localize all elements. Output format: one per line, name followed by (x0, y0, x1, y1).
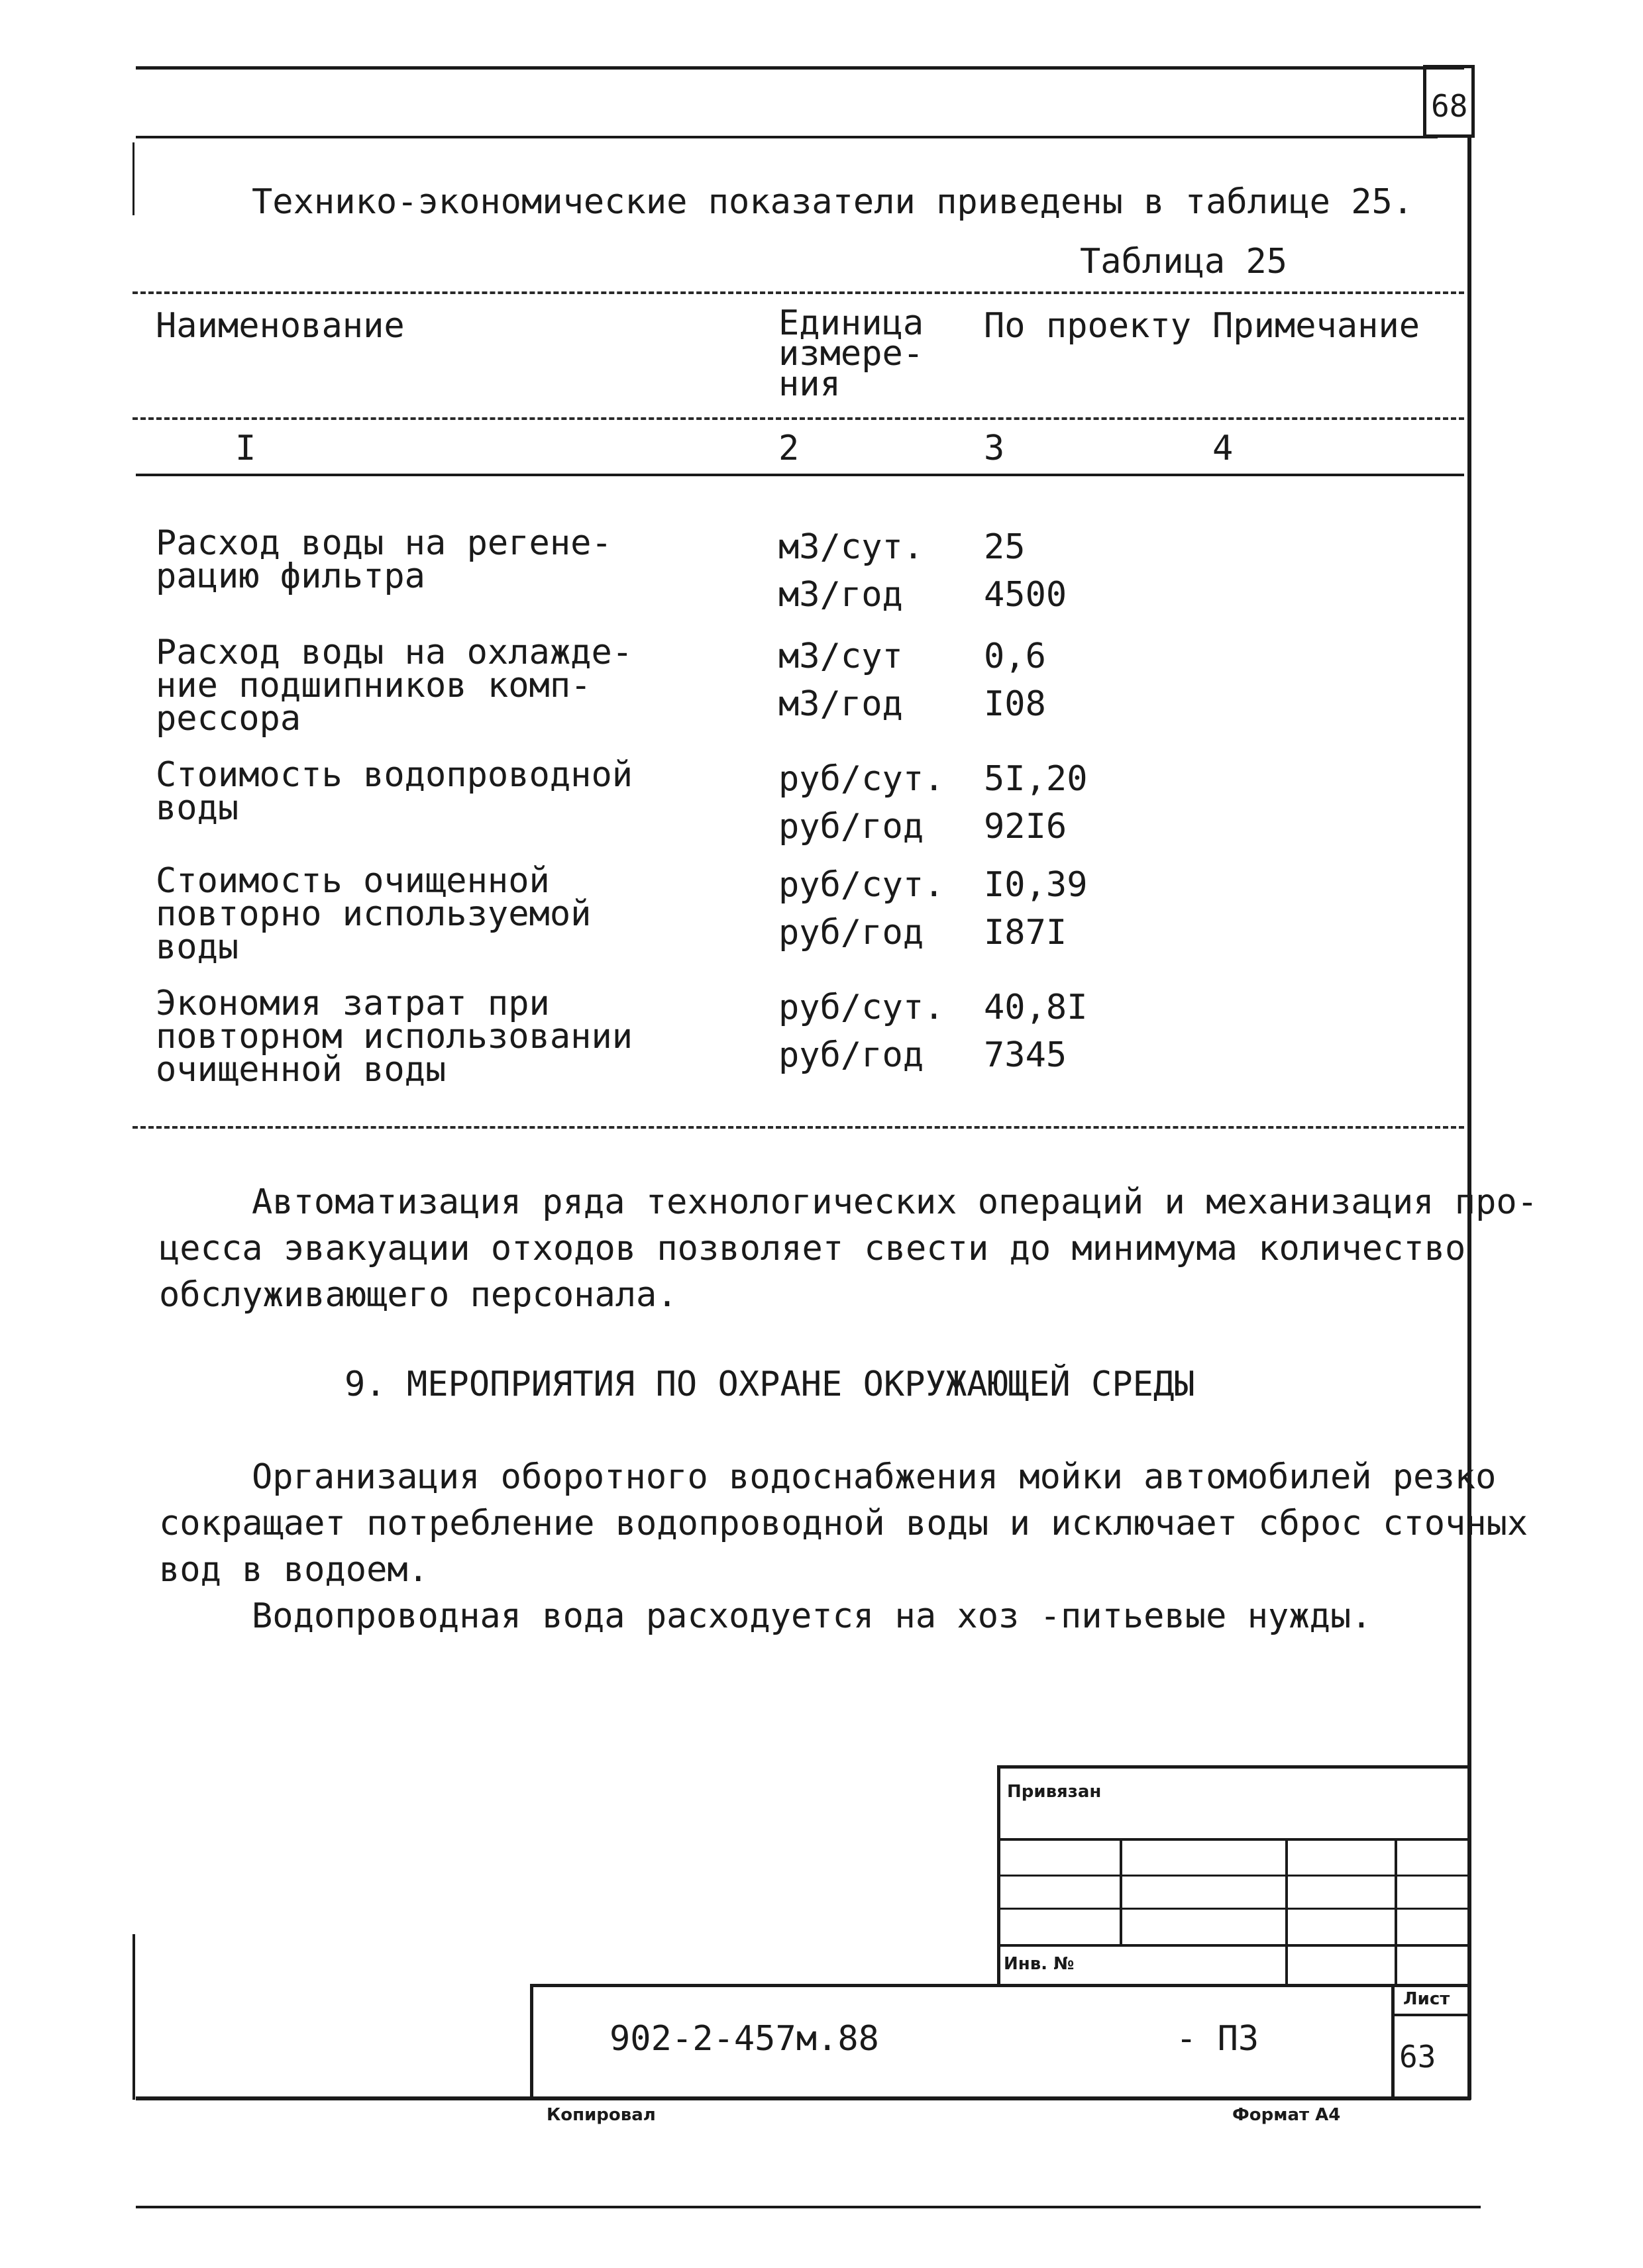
table-colnum-line (136, 474, 1464, 476)
row-4-unit: руб/сут. руб/год (778, 865, 945, 953)
header-name: Наименование (156, 306, 405, 346)
trim-line (136, 2206, 1481, 2208)
page-number: 68 (1431, 88, 1468, 124)
table-header-line (132, 417, 1464, 420)
frame-left-border (132, 142, 134, 215)
row-1-value: 25 4500 (984, 527, 1067, 615)
row-4-value: I0,39 I87I (984, 865, 1088, 953)
row-2-unit: м3/сут м3/год (778, 637, 903, 724)
footer-copied: Копировал (547, 2105, 656, 2125)
water-line-1: Организация оборотного водоснабжения мойки автомобилей резко (252, 1457, 1497, 1497)
colnum-4: 4 (1212, 429, 1234, 468)
top-border (136, 66, 1464, 70)
document-code: 902-2-457м.88 (610, 2019, 879, 2059)
colnum-2: 2 (778, 429, 800, 468)
row-3-name: Стоимость водопроводной воды (156, 755, 633, 828)
privyazan-col-2 (1285, 1838, 1288, 1987)
row-1-unit: м3/сут. м3/год (778, 527, 924, 615)
sheet-number: 63 (1399, 2039, 1436, 2075)
row-2-value: 0,6 I08 (984, 637, 1046, 724)
privyazan-row-3 (997, 1908, 1471, 1910)
footer-format: Формат А4 (1232, 2105, 1341, 2125)
document-suffix: - ПЗ (1176, 2019, 1259, 2059)
automation-line-2: цесса эвакуации отходов позволяет свести до минимума количество (159, 1229, 1466, 1268)
row-3-value: 5I,20 92I6 (984, 759, 1088, 847)
table-caption: Таблица 25 (1080, 242, 1288, 282)
table-top-line (132, 291, 1464, 294)
water-line-3: вод в водоем. (159, 1550, 429, 1590)
row-5-unit: руб/сут. руб/год (778, 988, 945, 1075)
row-5-value: 40,8I 7345 (984, 988, 1088, 1075)
privyazan-row-2 (997, 1875, 1471, 1877)
table-bottom-line (132, 1126, 1464, 1129)
frame-left-border-lower (132, 1934, 135, 2100)
inv-no-label: Инв. № (1004, 1954, 1075, 1974)
privyazan-row-1 (997, 1838, 1471, 1841)
row-3-unit: руб/сут. руб/год (778, 759, 945, 847)
privyazan-col-3 (1395, 1838, 1397, 1987)
row-5-name: Экономия затрат при повторном использовании очищенной воды (156, 984, 633, 1090)
header-unit: Единица измере- ния (778, 303, 924, 404)
sheet-label: Лист (1403, 1989, 1450, 2009)
colnum-1: I (235, 429, 256, 468)
row-1-name: Расход воды на регене- рацию фильтра (156, 523, 612, 596)
water-line-2: сокращает потребление водопроводной воды и исключает сброс сточных (159, 1504, 1528, 1543)
sheet-label-line (1391, 2014, 1471, 2016)
privyazan-col-1 (1120, 1838, 1122, 1944)
drinking-water-text: Водопроводная вода расходуется на хоз -питьевые нужды. (252, 1596, 1372, 1636)
automation-line-1: Автоматизация ряда технологических операций и механизация про- (252, 1182, 1538, 1222)
row-2-name: Расход воды на охлажде- ние подшипников комп- рессора (156, 633, 633, 739)
intro-text: Технико-экономические показатели приведены в таблице 25. (252, 182, 1414, 222)
header-note: Примечание (1212, 306, 1420, 346)
privyazan-row-4 (997, 1944, 1471, 1947)
frame-bottom-border (136, 2096, 1471, 2100)
header-bottom-line (136, 136, 1438, 138)
automation-line-3: обслуживающего персонала. (159, 1275, 678, 1315)
header-project: По проекту (984, 306, 1192, 346)
section-heading: 9. МЕРОПРИЯТИЯ ПО ОХРАНЕ ОКРУЖАЮЩЕЙ СРЕДЫ (344, 1365, 1195, 1404)
title-block-sheet-divider (1391, 1984, 1395, 2100)
privyazan-label: Привязан (1007, 1782, 1102, 1802)
colnum-3: 3 (984, 429, 1005, 468)
row-4-name: Стоимость очищенной повторно используемой воды (156, 861, 592, 967)
